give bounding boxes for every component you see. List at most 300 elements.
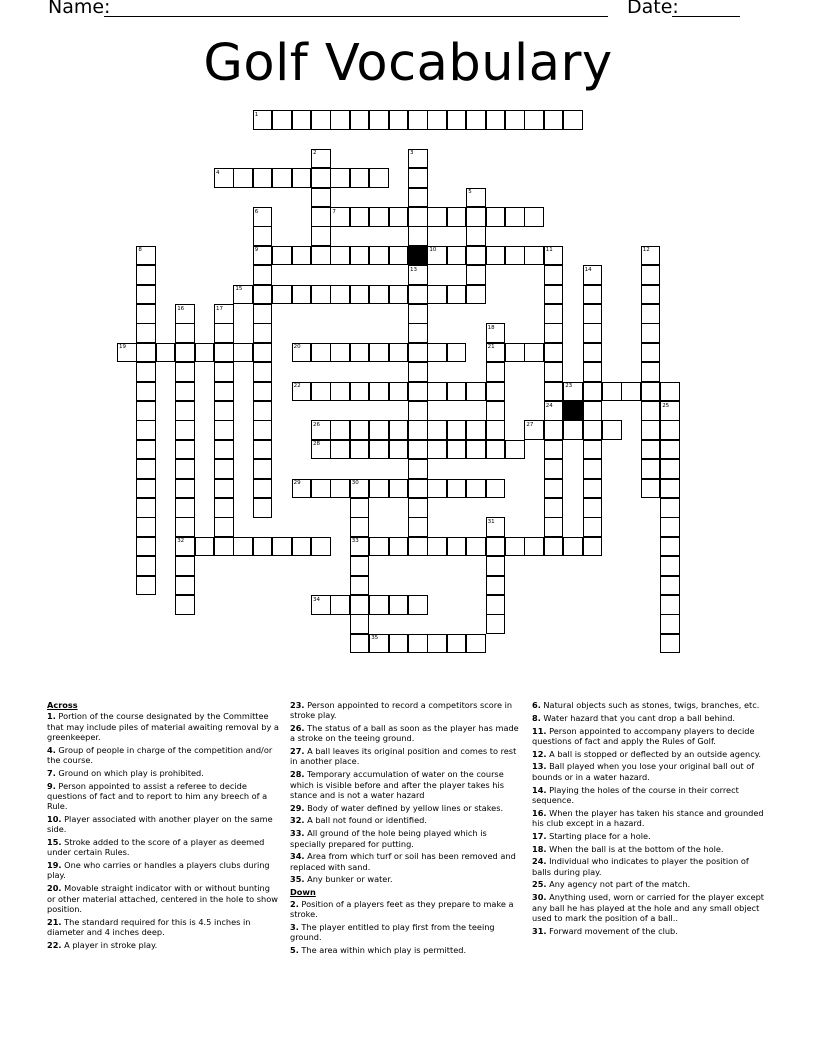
grid-cell[interactable] — [641, 304, 661, 324]
grid-cell[interactable] — [253, 285, 273, 305]
grid-cell[interactable] — [253, 343, 273, 363]
grid-cell[interactable] — [195, 343, 215, 363]
grid-cell[interactable] — [233, 343, 253, 363]
grid-cell[interactable] — [641, 420, 661, 440]
grid-cell[interactable] — [214, 440, 234, 460]
grid-cell[interactable] — [330, 440, 350, 460]
grid-cell[interactable] — [311, 343, 331, 363]
grid-cell[interactable] — [486, 576, 506, 596]
grid-cell[interactable] — [350, 614, 370, 634]
grid-cell[interactable] — [447, 479, 467, 499]
grid-cell[interactable] — [544, 362, 564, 382]
grid-cell[interactable] — [311, 246, 331, 266]
grid-cell[interactable] — [369, 246, 389, 266]
grid-cell[interactable] — [408, 207, 428, 227]
grid-cell[interactable] — [253, 459, 273, 479]
grid-cell[interactable] — [427, 634, 447, 654]
grid-cell[interactable] — [447, 382, 467, 402]
grid-cell[interactable] — [486, 614, 506, 634]
grid-cell[interactable] — [214, 498, 234, 518]
grid-cell[interactable] — [369, 207, 389, 227]
grid-cell[interactable] — [369, 440, 389, 460]
grid-cell[interactable] — [389, 246, 409, 266]
grid-cell[interactable] — [447, 420, 467, 440]
grid-cell[interactable] — [544, 420, 564, 440]
grid-cell[interactable] — [660, 576, 680, 596]
grid-cell[interactable] — [330, 382, 350, 402]
grid-cell[interactable] — [350, 576, 370, 596]
grid-cell[interactable] — [408, 401, 428, 421]
grid-cell[interactable] — [330, 246, 350, 266]
clue-number-23: 23 — [565, 383, 573, 390]
black-square — [408, 246, 428, 266]
grid-cell[interactable] — [447, 537, 467, 557]
grid-cell[interactable] — [350, 634, 370, 654]
clue-number-24: 24 — [545, 402, 553, 409]
grid-cell[interactable] — [641, 343, 661, 363]
name-label: Name: — [48, 0, 111, 18]
grid-cell[interactable] — [253, 401, 273, 421]
grid-cell[interactable] — [136, 285, 156, 305]
grid-cell[interactable] — [350, 110, 370, 130]
grid-cell[interactable] — [466, 479, 486, 499]
grid-cell[interactable] — [214, 479, 234, 499]
grid-cell[interactable] — [408, 323, 428, 343]
grid-cell[interactable] — [544, 265, 564, 285]
grid-cell[interactable] — [311, 110, 331, 130]
grid-cell[interactable] — [311, 537, 331, 557]
grid-cell[interactable] — [175, 459, 195, 479]
grid-cell[interactable] — [486, 556, 506, 576]
grid-cell[interactable] — [311, 168, 331, 188]
grid-cell[interactable] — [641, 323, 661, 343]
grid-cell[interactable] — [486, 420, 506, 440]
grid-cell[interactable] — [660, 382, 680, 402]
grid-cell[interactable] — [311, 226, 331, 246]
grid-cell[interactable] — [136, 420, 156, 440]
grid-cell[interactable] — [544, 479, 564, 499]
clue-down-25: 25. Any agency not part of the match. — [532, 879, 691, 890]
grid-cell[interactable] — [389, 343, 409, 363]
grid-cell[interactable] — [544, 537, 564, 557]
grid-cell[interactable] — [330, 479, 350, 499]
grid-cell[interactable] — [408, 226, 428, 246]
grid-cell[interactable] — [583, 401, 603, 421]
grid-cell[interactable] — [660, 517, 680, 537]
clue-across-20: 20. Movable straight indicator with or without bunting or other material attached, centered in the hole to show position. — [47, 883, 278, 914]
grid-cell[interactable] — [408, 595, 428, 615]
grid-cell[interactable] — [175, 362, 195, 382]
grid-cell[interactable] — [447, 343, 467, 363]
grid-cell[interactable] — [330, 285, 350, 305]
grid-cell[interactable] — [486, 382, 506, 402]
grid-cell[interactable] — [486, 110, 506, 130]
grid-cell[interactable] — [544, 498, 564, 518]
grid-cell[interactable] — [505, 343, 525, 363]
grid-cell[interactable] — [544, 110, 564, 130]
grid-cell[interactable] — [136, 517, 156, 537]
grid-cell[interactable] — [486, 401, 506, 421]
grid-cell[interactable] — [350, 440, 370, 460]
grid-cell[interactable] — [602, 382, 622, 402]
grid-cell[interactable] — [486, 362, 506, 382]
grid-cell[interactable] — [311, 479, 331, 499]
grid-cell[interactable] — [660, 420, 680, 440]
grid-cell[interactable] — [136, 479, 156, 499]
grid-cell[interactable] — [253, 498, 273, 518]
grid-cell[interactable] — [253, 304, 273, 324]
grid-cell[interactable] — [233, 168, 253, 188]
grid-cell[interactable] — [369, 168, 389, 188]
grid-cell[interactable] — [214, 401, 234, 421]
grid-cell[interactable] — [175, 517, 195, 537]
grid-cell[interactable] — [466, 285, 486, 305]
grid-cell[interactable] — [427, 285, 447, 305]
grid-cell[interactable] — [466, 110, 486, 130]
grid-cell[interactable] — [466, 440, 486, 460]
grid-cell[interactable] — [427, 420, 447, 440]
clue-down-24: 24. Individual who indicates to player the position of balls during play. — [532, 856, 749, 877]
grid-cell[interactable] — [427, 110, 447, 130]
grid-cell[interactable] — [369, 343, 389, 363]
grid-cell[interactable] — [136, 576, 156, 596]
grid-cell[interactable] — [583, 382, 603, 402]
grid-cell[interactable] — [408, 110, 428, 130]
grid-cell[interactable] — [408, 304, 428, 324]
grid-cell[interactable] — [641, 265, 661, 285]
grid-cell[interactable] — [524, 537, 544, 557]
clue-down-11: 11. Person appointed to accompany players to decide questions of fact and apply the Rules of Golf. — [532, 725, 755, 746]
grid-cell[interactable] — [272, 537, 292, 557]
grid-cell[interactable] — [156, 343, 176, 363]
grid-cell[interactable] — [253, 537, 273, 557]
grid-cell[interactable] — [505, 246, 525, 266]
grid-cell[interactable] — [175, 420, 195, 440]
grid-cell[interactable] — [292, 168, 312, 188]
grid-cell[interactable] — [136, 459, 156, 479]
grid-cell[interactable] — [408, 362, 428, 382]
grid-cell[interactable] — [330, 168, 350, 188]
grid-cell[interactable] — [408, 498, 428, 518]
grid-cell[interactable] — [136, 556, 156, 576]
grid-cell[interactable] — [136, 304, 156, 324]
grid-cell[interactable] — [583, 517, 603, 537]
grid-cell[interactable] — [583, 440, 603, 460]
clue-down-3: 3. The player entitled to play first from the teeing ground. — [290, 921, 495, 942]
grid-cell[interactable] — [292, 110, 312, 130]
grid-cell[interactable] — [369, 285, 389, 305]
grid-cell[interactable] — [136, 382, 156, 402]
grid-cell[interactable] — [253, 226, 273, 246]
grid-cell[interactable] — [253, 479, 273, 499]
grid-cell[interactable] — [447, 110, 467, 130]
grid-cell[interactable] — [175, 382, 195, 402]
grid-cell[interactable] — [583, 285, 603, 305]
grid-cell[interactable] — [447, 440, 467, 460]
grid-cell[interactable] — [272, 168, 292, 188]
grid-cell[interactable] — [466, 226, 486, 246]
grid-cell[interactable] — [563, 110, 583, 130]
grid-cell[interactable] — [408, 168, 428, 188]
grid-cell[interactable] — [641, 479, 661, 499]
grid-cell[interactable] — [233, 537, 253, 557]
grid-cell[interactable] — [583, 420, 603, 440]
grid-cell[interactable] — [466, 265, 486, 285]
clue-number-17: 17 — [216, 305, 223, 312]
grid-cell[interactable] — [175, 440, 195, 460]
grid-cell[interactable] — [292, 537, 312, 557]
clue-across-19: 19. One who carries or handles a players clubs during play. — [47, 860, 270, 881]
grid-cell[interactable] — [272, 110, 292, 130]
grid-cell[interactable] — [505, 440, 525, 460]
grid-cell[interactable] — [214, 420, 234, 440]
grid-cell[interactable] — [447, 246, 467, 266]
grid-cell[interactable] — [408, 537, 428, 557]
clue-across-7: 7. Ground on which play is prohibited. — [47, 767, 204, 778]
grid-cell[interactable] — [350, 207, 370, 227]
grid-cell[interactable] — [583, 479, 603, 499]
grid-cell[interactable] — [466, 537, 486, 557]
grid-cell[interactable] — [447, 207, 467, 227]
grid-cell[interactable] — [350, 343, 370, 363]
grid-cell[interactable] — [544, 440, 564, 460]
grid-cell[interactable] — [486, 207, 506, 227]
clue-across-26: 26. The status of a ball as soon as the player has made a stroke on the teeing ground. — [290, 723, 519, 744]
grid-cell[interactable] — [175, 343, 195, 363]
grid-cell[interactable] — [195, 537, 215, 557]
grid-cell[interactable] — [350, 382, 370, 402]
grid-cell[interactable] — [214, 459, 234, 479]
grid-cell[interactable] — [136, 343, 156, 363]
grid-cell[interactable] — [660, 440, 680, 460]
grid-cell[interactable] — [175, 576, 195, 596]
grid-cell[interactable] — [369, 537, 389, 557]
page-title: Golf Vocabulary — [203, 34, 613, 93]
grid-cell[interactable] — [311, 382, 331, 402]
grid-cell[interactable] — [602, 420, 622, 440]
grid-cell[interactable] — [524, 246, 544, 266]
grid-cell[interactable] — [214, 537, 234, 557]
grid-cell[interactable] — [544, 323, 564, 343]
grid-cell[interactable] — [466, 634, 486, 654]
grid-cell[interactable] — [544, 517, 564, 537]
grid-cell[interactable] — [311, 285, 331, 305]
grid-cell[interactable] — [253, 362, 273, 382]
grid-cell[interactable] — [408, 343, 428, 363]
grid-cell[interactable] — [389, 110, 409, 130]
grid-cell[interactable] — [175, 595, 195, 615]
clue-number-21: 21 — [487, 344, 495, 351]
grid-cell[interactable] — [660, 556, 680, 576]
clue-across-21: 21. The standard required for this is 4.5 inches in diameter and 4 inches deep. — [47, 916, 251, 937]
grid-cell[interactable] — [660, 614, 680, 634]
grid-cell[interactable] — [253, 420, 273, 440]
grid-cell[interactable] — [427, 537, 447, 557]
grid-cell[interactable] — [292, 285, 312, 305]
grid-cell[interactable] — [427, 479, 447, 499]
grid-cell[interactable] — [544, 382, 564, 402]
grid-cell[interactable] — [389, 440, 409, 460]
grid-cell[interactable] — [466, 420, 486, 440]
grid-cell[interactable] — [583, 323, 603, 343]
grid-cell[interactable] — [524, 207, 544, 227]
grid-cell[interactable] — [369, 420, 389, 440]
grid-cell[interactable] — [641, 362, 661, 382]
grid-cell[interactable] — [408, 479, 428, 499]
grid-cell[interactable] — [583, 343, 603, 363]
grid-cell[interactable] — [272, 246, 292, 266]
grid-cell[interactable] — [660, 634, 680, 654]
grid-cell[interactable] — [136, 440, 156, 460]
grid-cell[interactable] — [136, 498, 156, 518]
grid-cell[interactable] — [330, 595, 350, 615]
grid-cell[interactable] — [175, 498, 195, 518]
grid-cell[interactable] — [350, 285, 370, 305]
grid-cell[interactable] — [641, 285, 661, 305]
grid-cell[interactable] — [330, 343, 350, 363]
grid-cell[interactable] — [253, 265, 273, 285]
grid-cell[interactable] — [583, 362, 603, 382]
grid-cell[interactable] — [389, 479, 409, 499]
grid-cell[interactable] — [350, 420, 370, 440]
grid-cell[interactable] — [544, 343, 564, 363]
grid-cell[interactable] — [660, 459, 680, 479]
grid-cell[interactable] — [486, 537, 506, 557]
grid-cell[interactable] — [544, 304, 564, 324]
grid-cell[interactable] — [427, 207, 447, 227]
grid-cell[interactable] — [466, 246, 486, 266]
clue-down-14: 14. Playing the holes of the course in their correct sequence. — [532, 784, 739, 805]
grid-cell[interactable] — [369, 382, 389, 402]
grid-cell[interactable] — [136, 323, 156, 343]
grid-cell[interactable] — [389, 420, 409, 440]
clue-across-35: 35. Any bunker or water. — [290, 874, 393, 885]
grid-cell[interactable] — [136, 265, 156, 285]
grid-cell[interactable] — [389, 537, 409, 557]
grid-cell[interactable] — [350, 168, 370, 188]
grid-cell[interactable] — [214, 382, 234, 402]
grid-cell[interactable] — [660, 595, 680, 615]
grid-cell[interactable] — [389, 595, 409, 615]
grid-cell[interactable] — [389, 382, 409, 402]
grid-cell[interactable] — [330, 420, 350, 440]
grid-cell[interactable] — [214, 323, 234, 343]
clue-across-34: 34. Area from which turf or soil has been removed and replaced with sand. — [290, 851, 516, 872]
grid-cell[interactable] — [136, 401, 156, 421]
grid-cell[interactable] — [486, 246, 506, 266]
clue-number-6: 6 — [254, 208, 259, 215]
grid-cell[interactable] — [660, 498, 680, 518]
clue-number-26: 26 — [313, 421, 320, 428]
grid-cell[interactable] — [350, 556, 370, 576]
grid-cell[interactable] — [175, 323, 195, 343]
grid-cell[interactable] — [524, 343, 544, 363]
grid-cell[interactable] — [583, 537, 603, 557]
grid-cell[interactable] — [641, 401, 661, 421]
clue-across-1: 1. Portion of the course designated by the Committee that may include piles of material awaiting removal by a greenkeeper. — [47, 711, 279, 742]
grid-cell[interactable] — [660, 537, 680, 557]
clue-across-10: 10. Player associated with another player on the same side. — [47, 813, 273, 835]
clue-number-29: 29 — [293, 480, 301, 487]
grid-cell[interactable] — [408, 420, 428, 440]
grid-cell[interactable] — [447, 285, 467, 305]
grid-cell[interactable] — [524, 110, 544, 130]
grid-cell[interactable] — [427, 440, 447, 460]
grid-cell[interactable] — [389, 634, 409, 654]
grid-cell[interactable] — [350, 246, 370, 266]
grid-cell[interactable] — [621, 382, 641, 402]
grid-cell[interactable] — [427, 343, 447, 363]
grid-cell[interactable] — [175, 556, 195, 576]
grid-cell[interactable] — [253, 440, 273, 460]
grid-cell[interactable] — [544, 285, 564, 305]
clue-across-15: 15. Stroke added to the score of a player as deemed under certain Rules. — [47, 837, 265, 858]
grid-cell[interactable] — [641, 382, 661, 402]
grid-cell[interactable] — [408, 188, 428, 208]
grid-cell[interactable] — [486, 440, 506, 460]
grid-cell[interactable] — [175, 401, 195, 421]
grid-cell[interactable] — [408, 517, 428, 537]
grid-cell[interactable] — [292, 246, 312, 266]
grid-cell[interactable] — [311, 207, 331, 227]
grid-cell[interactable] — [369, 479, 389, 499]
grid-cell[interactable] — [369, 595, 389, 615]
grid-cell[interactable] — [544, 459, 564, 479]
grid-cell[interactable] — [563, 537, 583, 557]
grid-cell[interactable] — [408, 285, 428, 305]
grid-cell[interactable] — [175, 479, 195, 499]
grid-cell[interactable] — [253, 382, 273, 402]
grid-cell[interactable] — [389, 285, 409, 305]
grid-cell[interactable] — [660, 479, 680, 499]
grid-cell[interactable] — [408, 440, 428, 460]
grid-cell[interactable] — [214, 362, 234, 382]
grid-cell[interactable] — [486, 595, 506, 615]
grid-cell[interactable] — [505, 537, 525, 557]
grid-cell[interactable] — [466, 207, 486, 227]
grid-cell[interactable] — [311, 188, 331, 208]
grid-cell[interactable] — [272, 285, 292, 305]
grid-cell[interactable] — [505, 110, 525, 130]
grid-cell[interactable] — [253, 323, 273, 343]
grid-cell[interactable] — [253, 168, 273, 188]
grid-cell[interactable] — [350, 595, 370, 615]
grid-cell[interactable] — [214, 343, 234, 363]
grid-cell[interactable] — [408, 459, 428, 479]
grid-cell[interactable] — [563, 420, 583, 440]
grid-cell[interactable] — [369, 110, 389, 130]
grid-cell[interactable] — [641, 440, 661, 460]
grid-cell[interactable] — [408, 634, 428, 654]
grid-cell[interactable] — [136, 537, 156, 557]
grid-cell[interactable] — [427, 382, 447, 402]
grid-cell[interactable] — [583, 459, 603, 479]
grid-cell[interactable] — [583, 498, 603, 518]
grid-cell[interactable] — [447, 634, 467, 654]
grid-cell[interactable] — [214, 517, 234, 537]
grid-cell[interactable] — [486, 479, 506, 499]
grid-cell[interactable] — [389, 207, 409, 227]
grid-cell[interactable] — [466, 382, 486, 402]
grid-cell[interactable] — [350, 498, 370, 518]
grid-cell[interactable] — [641, 459, 661, 479]
grid-cell[interactable] — [408, 382, 428, 402]
grid-cell[interactable] — [505, 207, 525, 227]
grid-cell[interactable] — [583, 304, 603, 324]
grid-cell[interactable] — [350, 517, 370, 537]
grid-cell[interactable] — [136, 362, 156, 382]
grid-cell[interactable] — [330, 110, 350, 130]
